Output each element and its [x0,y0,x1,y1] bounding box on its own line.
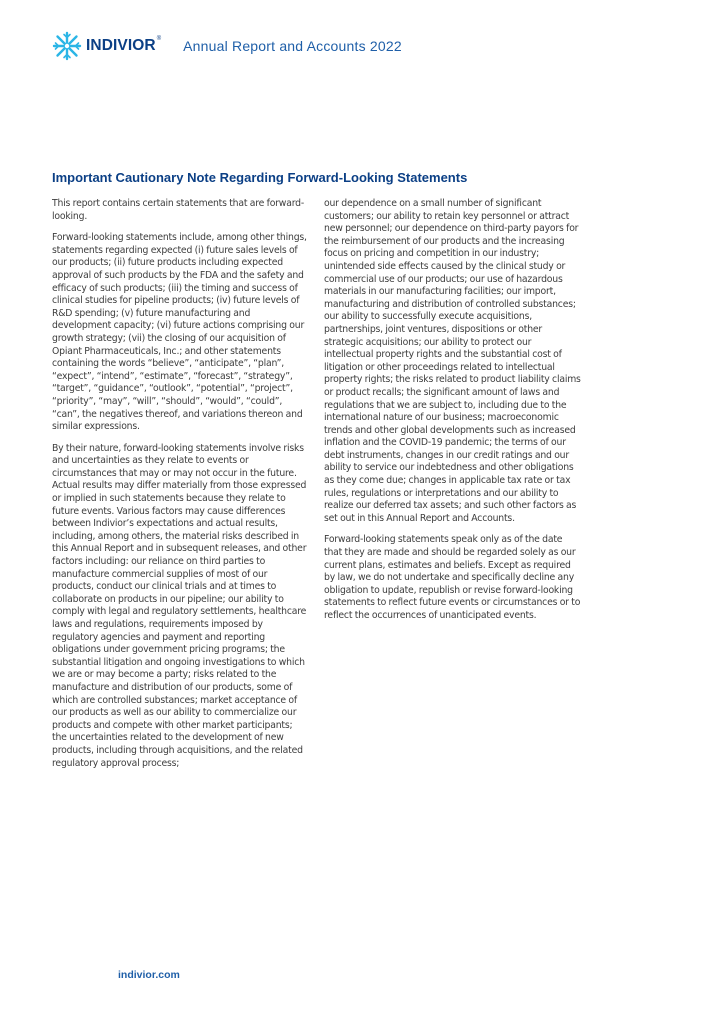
footer-website-link[interactable]: indivior.com [118,969,180,981]
report-title: Annual Report and Accounts 2022 [183,38,402,54]
registered-mark: ® [156,36,162,42]
paragraph: Forward-looking statements speak only as of the date that they are made and should be regarded solely as our current plans, estimates and beliefs. Except as required by law, we do not undertake and specifically decline any obligation to update, republish or revise forward-looking statements to reflect future events or circumstances or to reflect the occurrences of unanticipated events. [324,534,581,621]
paragraph: This report contains certain statements that are forward-looking. [52,198,305,222]
logo-wordmark: INDIVIOR [86,37,156,54]
paragraph: By their nature, forward-looking statements involve risks and uncertainties as they relate to events or circumstances that may or may not occur in the future. Actual results may differ materially from those expressed or implied in such statements because they relate to future events. Various factors may cause differences between Indivior’s expectations and actual results, including, among others, the material risks described in this Annual Report and in subsequent releases, and other factors including: our reliance on third parties to manufacture commercial supplies of most of our products, conduct our clinical trials and at times to collaborate on products in our pipeline; our ability to comply with legal and regulatory settlements, healthcare laws and regulations, requirements imposed by regulatory agencies and payment and reporting obligations under government pricing programs; the substantial litigation and ongoing investigations to which we are or may become a party; risks related to the manufacture and distribution of our products, some of which are controlled substances; market acceptance of our products as well as our ability to commercialize our products and compete with other market participants; the uncertainties related to the development of new products, including through acquisitions, and the related regulatory approval process; [52,442,307,769]
page-heading: Important Cautionary Note Regarding Forward-Looking Statements [52,170,468,185]
paragraph: our dependence on a small number of significant customers; our ability to retain key personnel or attract new personnel; our dependence on third-party payors for the reimbursement of our products and the increasing focus on pricing and competition in our industry; unintended side effects caused by the clinical study or commercial use of our products; our use of hazardous materials in our manufacturing facilities; our import, manufacturing and distribution of controlled substances; our ability to successfully execute acquisitions, partnerships, joint ventures, dispositions or other strategic acquisitions; our ability to protect our intellectual property rights and the substantial cost of litigation or other proceedings related to intellectual property rights; the risks related to product liability claims or product recalls; the significant amount of laws and regulations that we are subject to, including due to the international nature of our business; macroeconomic trends and other global developments such as increased inflation and the COVID-19 pandemic; the terms of our debt instruments, changes in our credit ratings and our ability to service our indebtedness and other obligations as they come due; changes in applicable tax rate or tax rules, regulations or interpretations and our ability to realize our deferred tax assets; and such other factors as set out in this Annual Report and Accounts. [324,198,581,524]
indivior-logo[interactable] [52,31,161,61]
paragraph: Forward-looking statements include, among other things, statements regarding expected (i) future sales levels of our products; (ii) future products including expected approval of such products by the FDA and the safety and efficacy of such products; (iii) the timing and success of clinical studies for pipeline products; (iv) future levels of R&D spending; (v) future manufacturing and development capacity; (vi) future actions comprising our growth strategy; (vii) the closing of our acquisition of Opiant Pharmaceuticals, Inc.; and other statements containing the words “believe”, “anticipate”, “plan”, “expect”, “intend”, “estimate”, “forecast”, “strategy”, “target”, “guidance”, “outlook”, “potential”, “project”, “priority”, “may”, “will”, “should”, “would”, “could”, “can”, the negatives thereof, and variations thereon and similar expressions. [52,232,307,433]
snowflake-burst-icon [52,31,82,61]
left-text-column [52,198,308,779]
page-header [52,30,402,62]
right-text-column [324,198,581,632]
